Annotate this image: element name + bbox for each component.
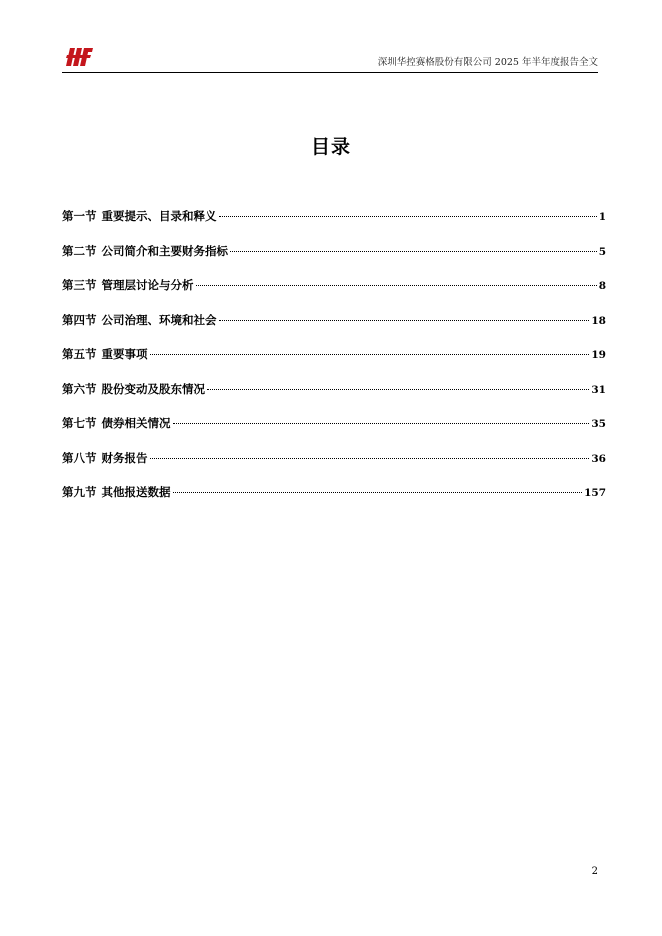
toc-page-number: 1 — [598, 211, 606, 223]
toc-section-title: 重要提示、目录和释义 — [101, 209, 217, 223]
report-header-title: 深圳华控赛格股份有限公司 2025 年半年度报告全文 — [377, 57, 598, 68]
toc-item-1[interactable] — [62, 208, 606, 243]
toc-section-number: 第二节 — [62, 243, 97, 258]
toc-item-label — [62, 208, 217, 224]
toc-page-number: 31 — [591, 383, 606, 396]
toc-page-number: 36 — [591, 452, 606, 465]
toc-section-title: 财务报告 — [101, 450, 148, 465]
toc-section-title: 其他报送数据 — [101, 485, 171, 499]
toc-section-number: 第四节 — [62, 312, 97, 327]
toc-section-title: 公司简介和主要财务指标 — [101, 243, 228, 258]
toc-section-number: 第八节 — [62, 450, 97, 465]
toc-item-label — [62, 243, 228, 259]
toc-item-label — [62, 381, 205, 397]
toc-item-8[interactable] — [62, 450, 606, 485]
toc-item-label — [62, 415, 171, 431]
toc-item-label — [62, 484, 171, 500]
company-logo-icon — [64, 46, 94, 68]
toc-leader-dots — [173, 492, 583, 493]
toc-page-number: 18 — [591, 314, 606, 327]
toc-item-9[interactable] — [62, 484, 606, 519]
toc-section-title: 管理层讨论与分析 — [101, 278, 194, 292]
toc-section-title: 重要事项 — [101, 347, 148, 361]
toc-title: 目录 — [310, 136, 351, 158]
toc-item-label — [62, 450, 148, 466]
page-number: 2 — [591, 866, 598, 877]
toc-item-6[interactable] — [62, 381, 606, 416]
page-header — [62, 44, 598, 73]
toc-item-label — [62, 312, 217, 328]
table-of-contents — [62, 208, 606, 519]
toc-leader-dots — [150, 354, 590, 355]
toc-item-label — [62, 346, 148, 362]
toc-section-number: 第六节 — [62, 381, 97, 396]
toc-page-number: 8 — [598, 280, 606, 292]
toc-section-number: 第七节 — [62, 416, 97, 430]
toc-section-number: 第九节 — [62, 485, 97, 499]
toc-leader-dots — [150, 458, 590, 459]
toc-item-3[interactable] — [62, 277, 606, 312]
toc-section-title: 公司治理、环境和社会 — [101, 312, 217, 327]
toc-leader-dots — [219, 216, 597, 217]
toc-section-number: 第三节 — [62, 278, 97, 292]
toc-page-number: 35 — [591, 418, 606, 430]
toc-item-2[interactable] — [62, 243, 606, 278]
toc-item-5[interactable] — [62, 346, 606, 381]
toc-page-number: 5 — [598, 245, 606, 258]
toc-page-number: 19 — [591, 349, 606, 361]
toc-leader-dots — [219, 320, 590, 321]
toc-leader-dots — [196, 285, 597, 286]
toc-section-number: 第五节 — [62, 347, 97, 361]
toc-section-title: 债券相关情况 — [101, 416, 171, 430]
toc-page-number: 157 — [584, 487, 606, 499]
toc-item-label — [62, 277, 194, 293]
toc-leader-dots — [173, 423, 590, 424]
toc-item-7[interactable] — [62, 415, 606, 450]
toc-section-number: 第一节 — [62, 209, 97, 223]
toc-leader-dots — [207, 389, 589, 390]
toc-leader-dots — [230, 251, 597, 252]
toc-section-title: 股份变动及股东情况 — [101, 381, 205, 396]
toc-item-4[interactable] — [62, 312, 606, 347]
